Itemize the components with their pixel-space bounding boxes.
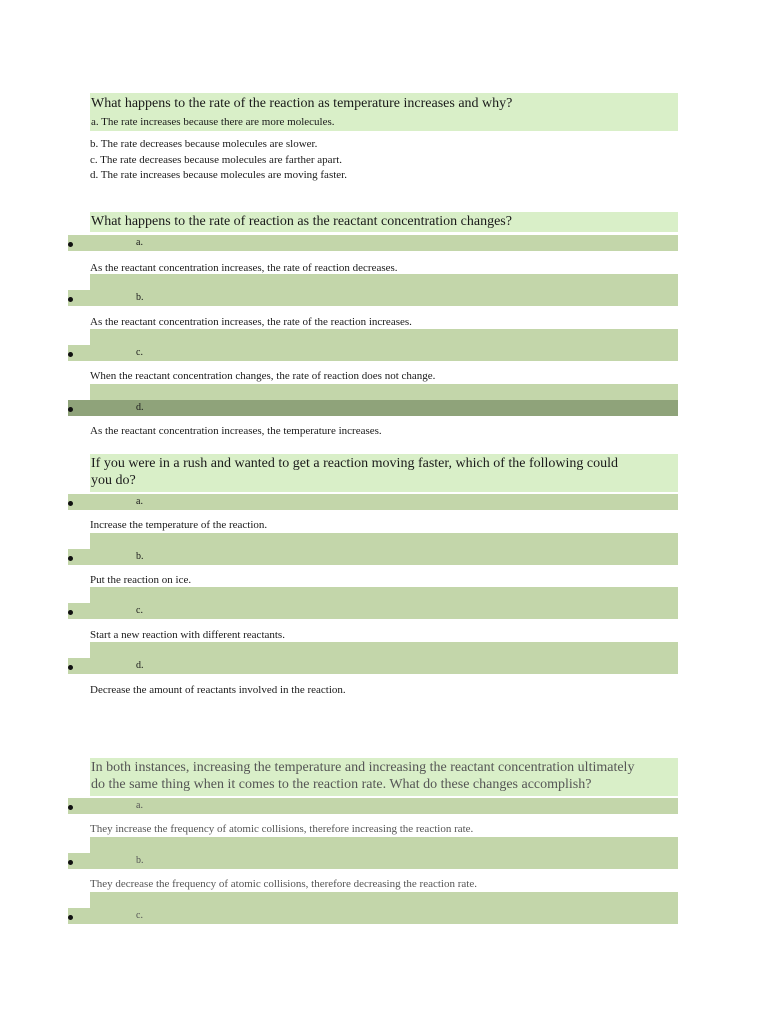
q2-option-c-bar-top [90,329,678,345]
q1-option-a-highlight [90,115,678,131]
bullet-icon [68,352,73,357]
q2-option-d-bar-selected[interactable] [68,400,678,416]
question-4-heading [90,758,678,796]
q4-answer-a: They increase the frequency of atomic collisions, therefore increasing the reaction rate. [90,823,474,835]
q2-option-a-letter: a. [136,237,143,248]
q4-option-c-bar-top [90,892,678,908]
bullet-icon [68,665,73,670]
bullet-icon [68,297,73,302]
question-2-text: What happens to the rate of reaction as the reactant concentration changes? [91,214,512,229]
q1-option-d[interactable]: d. The rate increases because molecules are moving faster. [90,169,347,181]
q2-option-b-bar-top [90,274,678,290]
question-1-text: What happens to the rate of the reaction as temperature increases and why? [91,96,513,111]
q3-answer-b: Put the reaction on ice. [90,574,192,586]
q2-answer-d: As the reactant concentration increases, the temperature increases. [90,425,382,437]
bullet-icon [68,556,73,561]
q4-option-c-letter: c. [136,910,143,921]
q4-option-b-bar[interactable] [68,853,678,869]
q2-answer-c: When the reactant concentration changes, the rate of reaction does not change. [90,370,436,382]
bullet-icon [68,407,73,412]
q2-option-a-bar[interactable] [68,235,678,251]
q3-option-c-letter: c. [136,605,143,616]
q2-option-c-letter: c. [136,347,143,358]
q3-option-a-letter: a. [136,496,143,507]
q2-option-d-bar-top [90,384,678,400]
question-3-line-1: If you were in a rush and wanted to get a reaction moving faster, which of the following could [91,456,619,471]
q4-option-b-bar-top [90,837,678,853]
q3-answer-d: Decrease the amount of reactants involved in the reaction. [90,684,346,696]
q3-option-a-bar[interactable] [68,494,678,510]
question-3-line-2: you do? [91,473,136,488]
q4-option-c-bar[interactable] [68,908,678,924]
q3-option-c-bar-top [90,587,678,603]
q4-option-a-letter: a. [136,800,143,811]
q3-option-b-bar-top [90,533,678,549]
q1-option-a[interactable]: a. The rate increases because there are more molecules. [91,116,335,128]
q1-option-b[interactable]: b. The rate decreases because molecules are slower. [90,138,318,150]
q3-option-d-letter: d. [136,660,144,671]
question-4-line-1: In both instances, increasing the temperature and increasing the reactant concentration ultimately [91,760,635,775]
q3-option-c-bar[interactable] [68,603,678,619]
q2-option-c-bar[interactable] [68,345,678,361]
q4-option-a-bar[interactable] [68,798,678,814]
bullet-icon [68,242,73,247]
q4-answer-b: They decrease the frequency of atomic collisions, therefore decreasing the reaction rate. [90,878,477,890]
q3-option-b-bar[interactable] [68,549,678,565]
question-3-heading [90,454,678,492]
q2-answer-a: As the reactant concentration increases, the rate of reaction decreases. [90,262,398,274]
bullet-icon [68,860,73,865]
bullet-icon [68,501,73,506]
bullet-icon [68,805,73,810]
q3-option-d-bar[interactable] [68,658,678,674]
bullet-icon [68,610,73,615]
question-1-heading [90,93,678,117]
q4-option-b-letter: b. [136,855,144,866]
bullet-icon [68,915,73,920]
question-2-heading [90,212,678,232]
q1-option-c[interactable]: c. The rate decreases because molecules are farther apart. [90,154,343,166]
q2-answer-b: As the reactant concentration increases, the rate of the reaction increases. [90,316,412,328]
q3-answer-c: Start a new reaction with different reactants. [90,629,285,641]
q2-option-b-bar[interactable] [68,290,678,306]
q3-option-b-letter: b. [136,551,144,562]
q2-option-b-letter: b. [136,292,144,303]
question-4-line-2: do the same thing when it comes to the reaction rate. What do these changes accomplish? [91,777,592,792]
q3-answer-a: Increase the temperature of the reaction. [90,519,268,531]
q2-option-d-letter: d. [136,402,144,413]
q3-option-d-bar-top [90,642,678,658]
